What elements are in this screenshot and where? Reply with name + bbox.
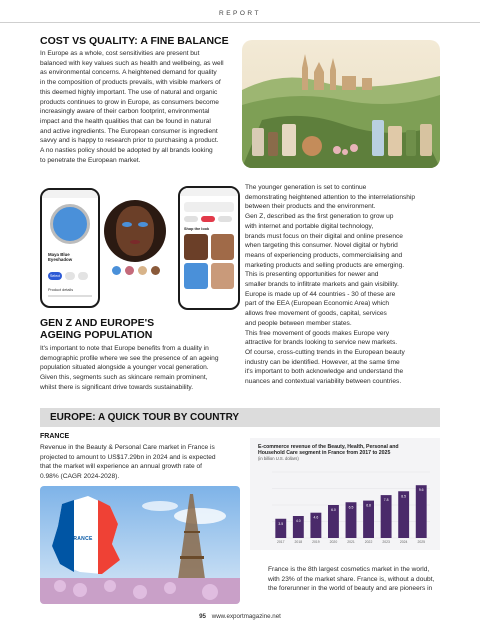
right-line: Gen Z, described as the first generation to grow up: [245, 213, 394, 221]
cost-quality-line: impact and the health qualities that can be found in natural: [40, 117, 211, 125]
model-face: [104, 200, 166, 262]
france-map-image: [40, 486, 240, 604]
chart-bar: [416, 485, 427, 538]
right-line: it's important to both acknowledge and understand the: [245, 368, 404, 376]
cost-quality-line: in the composition of products prevails, with visible markers of: [40, 79, 221, 87]
france-map-label: FRANCE: [70, 536, 93, 542]
france-flag-map: [52, 496, 120, 574]
france-bottom-line: France is the 8th largest cosmetics market in the world,: [268, 566, 430, 573]
right-line: with internet and portable digital technology,: [245, 222, 374, 230]
right-line: allows free movement of goods, capital, services: [245, 310, 387, 318]
chart-value-label: 6.5: [348, 505, 354, 510]
right-line: brands must focus on their digital and online presence: [245, 232, 403, 240]
right-line: between their products and the environment.: [245, 203, 376, 211]
france-line: that the market will experience an annual growth rate of: [40, 463, 203, 471]
gen-z-title: [40, 318, 240, 341]
chart-title-line: E-commerce revenue of the Beauty, Health, Personal and: [258, 444, 399, 450]
cost-quality-line: increasingly aware of their carbon footprint, environmental: [40, 108, 210, 116]
france-line: projected to amount to US$17.29bn in 2024 and is expected: [40, 453, 216, 461]
chart-x-tick: 2018: [294, 540, 303, 544]
right-line: industry can be identified. However, at the same time: [245, 358, 400, 366]
france-bottom-line: the forerunner in the world of beauty and are pioneers in: [268, 585, 433, 593]
cost-quality-line: In Europe as a whole, cost sensitivities are present but: [40, 50, 200, 57]
right-line: part of the EEA (European Economic Area) which: [245, 300, 390, 308]
palette-swatches: [112, 266, 160, 275]
right-line: means of experiencing products, commercialising and: [245, 251, 403, 259]
right-line: attractive for brands looking to service new markets.: [245, 339, 398, 347]
right-column-body: [245, 183, 445, 387]
right-line: nuances and contextual variability between countries.: [245, 378, 402, 386]
france-line: 0.98% (CAGR 2024-2028).: [40, 473, 120, 481]
gen-z-title-line: GEN Z AND EUROPE'S: [40, 317, 155, 329]
right-line: when targeting this consumer. Novel digital or hybrid: [245, 242, 398, 250]
footer: [0, 613, 480, 620]
page-number: 95: [199, 613, 206, 620]
product-name: Maya Blue Eyeshadow: [48, 252, 73, 262]
gen-z-body: [40, 344, 245, 393]
european-landscape-image: [242, 40, 440, 168]
chart-value-label: 8.5: [401, 494, 407, 499]
gen-z-title-line: AGEING POPULATION: [40, 328, 153, 341]
right-line: demonstrating heightened attention to the interrelationship: [245, 193, 416, 201]
chart-value-label: 6.8: [366, 503, 371, 508]
cost-quality-line: this deemed highly important. The use of natural and organic: [40, 88, 218, 96]
right-line: marketing products and selling products are emerging.: [245, 261, 405, 269]
chart-x-tick: 2022: [364, 540, 373, 544]
cost-quality-line: and active ingredients. The European consumer is ingredient: [40, 127, 218, 135]
cost-quality-title: COST VS QUALITY: A FINE BALANCE: [40, 35, 229, 47]
chart-bar: [398, 491, 409, 538]
right-line: smaller brands to infiltrate markets and gain visibility.: [245, 281, 399, 289]
product-details-label: Product details: [48, 288, 74, 292]
chart-x-tick: 2024: [399, 540, 408, 544]
chart-value-label: 6.0: [331, 508, 336, 512]
chart-x-tick: 2017: [277, 540, 285, 544]
right-line: This free movement of goods makes Europe very: [245, 329, 390, 337]
chart-x-tick: 2021: [347, 540, 355, 544]
gen-z-line: whilst there is significant drive towards sustainability.: [40, 383, 194, 391]
select-button[interactable]: Select: [50, 274, 60, 278]
france-body: [40, 443, 255, 482]
gen-z-line: Given this, segments such as skincare remain prominent,: [40, 374, 208, 382]
cost-quality-line: as environmental concerns. A heightened demand for quality: [40, 69, 217, 77]
ecommerce-chart: [250, 438, 440, 550]
eyeshadow-swatch: [50, 204, 90, 244]
gen-z-line: It's important to note that Europe benefits from a duality in: [40, 345, 209, 352]
cost-quality-line: A no nasties policy should be adopted by all brands looking: [40, 147, 213, 155]
france-bottom-line: with 23% of the market share. France is, without a doubt,: [268, 575, 435, 583]
right-line: The younger generation is set to continue: [245, 184, 367, 191]
cost-quality-line: to penetrate the European market.: [40, 156, 141, 164]
phone-left: [40, 188, 100, 308]
right-line: Of course, cross-cutting trends in the European beauty: [245, 348, 405, 356]
gen-z-line: demographic profile where we see the presence of an ageing: [40, 354, 219, 362]
shop-look-label: Shop the look: [184, 227, 210, 231]
chart-plot: [250, 438, 440, 550]
right-line: and people between member states.: [245, 319, 352, 327]
chart-x-tick: 2023: [382, 540, 390, 544]
chart-value-label: 9.6: [418, 488, 424, 493]
chart-value-label: 7.8: [383, 498, 389, 503]
chart-x-tick: 2020: [329, 540, 338, 544]
cost-quality-line: savvy and is happy to research prior to purchasing a product.: [40, 137, 219, 145]
chart-title-line: Household Care segment in France from 2017 to 2025: [258, 450, 391, 456]
cost-quality-line: balanced with key values such as health and wellbeing, as well: [40, 59, 224, 67]
cost-quality-body: [40, 49, 265, 165]
chart-value-label: 4.0: [295, 519, 301, 523]
chart-value-label: 4.6: [313, 515, 319, 520]
section-banner-title: EUROPE: A QUICK TOUR BY COUNTRY: [50, 412, 240, 423]
phone-mockups-image: [40, 186, 240, 310]
chart-x-tick: 2025: [417, 540, 425, 544]
footer-url[interactable]: www.exportmagazine.net: [211, 613, 281, 620]
cost-quality-line: products continues to grow in Europe, as consumers become: [40, 98, 219, 106]
chart-value-label: 3.5: [278, 521, 284, 526]
header-label: REPORT: [219, 10, 261, 17]
chart-subtitle: (in billion U.S. dollars): [258, 456, 299, 461]
phone-right: [178, 186, 240, 310]
france-line: Revenue in the Beauty & Personal Care market in France is: [40, 444, 215, 451]
section-banner: [40, 408, 440, 427]
right-line: Europe is made up of 44 countries - 30 of these are: [245, 290, 396, 298]
france-bottom-body: [268, 565, 453, 594]
france-heading: FRANCE: [40, 433, 70, 440]
chart-x-tick: 2019: [312, 540, 320, 544]
right-line: This is presenting opportunities for newer and: [245, 271, 379, 279]
gen-z-line: population situated alongside a younger vocal generation.: [40, 364, 209, 372]
header-divider: [0, 22, 480, 23]
